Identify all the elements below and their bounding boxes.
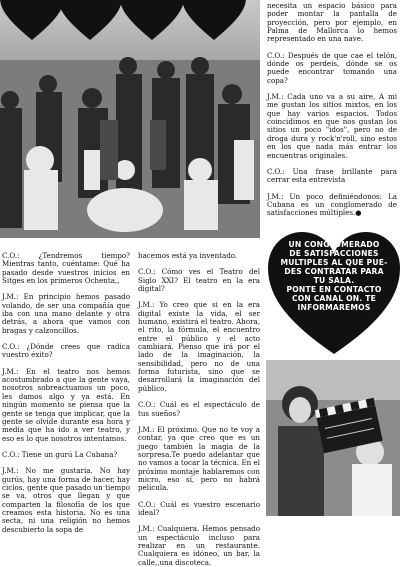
ad-line: DES CONTRATAR PARA: [284, 267, 384, 276]
heart-ad-text: [276, 240, 392, 312]
heart-shape: [58, 0, 122, 42]
paragraph: hacemos está ya inventado.: [138, 251, 238, 260]
paragraph: J.M.: Un poco definiéndonos: La Cubana es un conglomerado de satisfacciones múltiples.●: [267, 191, 397, 218]
paragraph: C.O.: Cuál es vuestro escenario ideal?: [138, 499, 260, 517]
ad-line: MULTIPLES AL QUE PUE-: [280, 258, 388, 267]
article-column-middle: [138, 252, 260, 567]
paragraph: C.O.: Después de que cae el telón, dónde os perdeis, dónde se os puede encontrar tomando una copa?: [267, 50, 397, 85]
paragraph: J.M.: Cualquiera. Hemos pensado un espectáculo incluso para realizar en un restaurante. Cualquiera es idóneo, un bar, la calle,,una discoteca.: [138, 524, 260, 567]
group-photo: [0, 0, 260, 238]
paragraph: J.M.: El próximo. Que no te voy a contar, ya que creo que es un juego también la magia de la sorpresa.Te puedo adelantar que no vamos a tocar la técnica. En el próximo montaje hablaremos con micro, eso sí, pero no habrá película.: [138, 424, 260, 493]
heart-shape: [182, 0, 246, 42]
clapperboard-photo: [266, 360, 400, 516]
heart-shape: [120, 0, 184, 42]
ad-line: UN CONGLOMERADO: [288, 240, 380, 249]
ad-line: TU SALA.: [313, 276, 355, 285]
paragraph: J.M.: Yo creo que si en la era digital existe la vida, el ser humano, existirá el teatro. Ahora, el rito, la fórmula, el encuentro entre el público y el acto cambiará. Pienso que irá por el lado de la imaginación, la sensibilidad, pero no de una forma futurista, sino que se desarrollará la imaginación del público.: [138, 300, 260, 393]
ad-line: INFORMAREMOS: [297, 303, 371, 312]
paragraph: J.M.: Cada uno va a su aire, A mi me gustan los sitios mixtos, en los que hay varios espacios. Todos coincidimos en que nos gustan los sitios un poco "idos", pero no de droga dura y rock'n'roll, sino estos en los que nada más entrar los encuentras originales.: [267, 92, 397, 160]
paragraph: J.M.: En principio hemos pasado volando, de ser una compañía que iba con una mano delante y otra detrás, a ahora que vamos con bragas y calzoncillos.: [2, 292, 130, 335]
paragraph: necesita un espacio básico para poder montar la pantalla de proyección, pero por ejemplo, en Palma de Mallorca lo hemos representado en una nave.: [267, 1, 397, 44]
heart-shape: [0, 0, 64, 42]
ad-line: DE SATISFACCIONES: [289, 249, 379, 258]
paragraph: C.O.: ¿Dónde crees que radica vuestro éxito?: [2, 342, 130, 360]
paragraph: J.M.: No me gustaría. No hay gurús, hay una forma de hacer, hay ciclos, gente que pasado un tiempo se va, otros que llegan y que comparten la filosofía de los que creamos esta historia. No es una secta, ni una religión no hemos descubierto la sopa de: [2, 466, 130, 534]
clapperboard-photo-figures: [266, 360, 400, 516]
paragraph: J.M.: En el teatro nos hemos acostumbrado a que la gente vaya, nosotros sobreactuamos un poco, les damos algo y ya está. En ningún momento se piensa que la gente se tenga que implicar, que la gente se olvide durante esa hora y media que ha ido a ver teatro, y eso es lo que nosotros intentamos.: [2, 366, 130, 443]
ad-line: PONTE EN CONTACTO: [286, 285, 382, 294]
paragraph: C.O.: ¿Tendremos tiempo? Mientras tanto, cuéntame: Qué ha pasado desde vuestros inicios en Sitges en los primeros Ochenta,,: [2, 251, 130, 286]
paragraph: C.O.: Cuál es el espectáculo de tus sueños?: [138, 400, 260, 418]
ad-line: CON CANAL ON. TE: [291, 294, 377, 303]
paragraph: C.O.: Una frase brillante para cerrar esta entrevista: [267, 166, 397, 185]
article-column-top-right: [267, 2, 397, 218]
article-column-left: [2, 252, 130, 534]
paragraph: C.O.: Tiene un gurú La Cubana?: [2, 449, 118, 459]
paragraph: C.O.: Cómo ves el Teatro del Siglo XXI? El teatro en la era digital?: [138, 267, 260, 294]
